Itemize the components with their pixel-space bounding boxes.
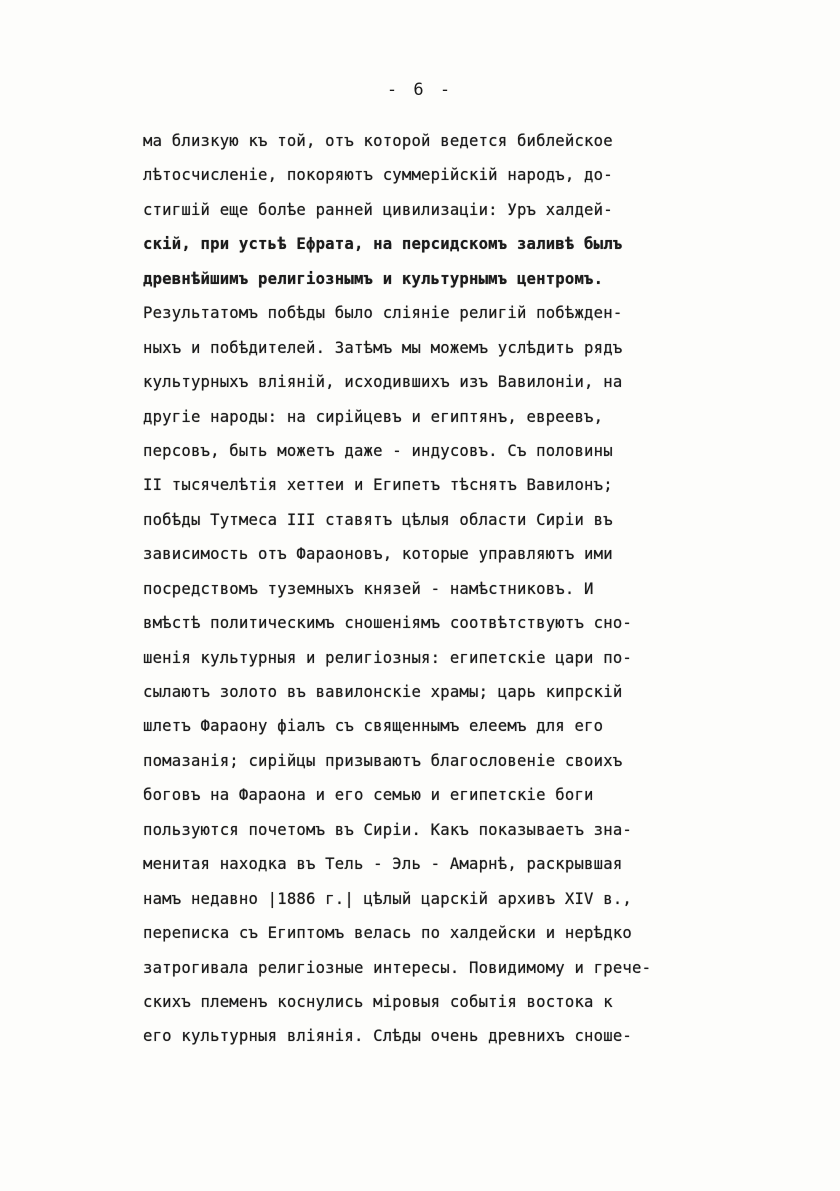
text-line: сылаютъ золото въ вавилонскіе храмы; царь кипрскій xyxy=(143,683,623,701)
text-line: культурныхъ вліяній, исходившихъ изъ Вавилоніи, на xyxy=(143,373,623,392)
text-line: шенія культурныя и религіозныя: египетскіе цари по- xyxy=(143,648,632,667)
text-line: намъ недавно |1886 г.| цѣлый царскій архивъ XIV в., xyxy=(143,889,632,908)
text-line: зависимость отъ Фараоновъ, которые управляютъ ими xyxy=(143,545,613,564)
text-line: пользуются почетомъ въ Сиріи. Какъ показываетъ зна- xyxy=(143,820,632,839)
text-line: другіе народы: на сирійцевъ и египтянъ, евреевъ, xyxy=(143,407,604,426)
text-line: помазанія; сирійцы призываютъ благословеніе своихъ xyxy=(143,751,623,770)
text-line: боговъ на Фараона и его семью и египетскіе боги xyxy=(143,786,594,805)
text-line: посредствомъ туземныхъ князей - намѣстниковъ. И xyxy=(143,579,594,598)
text-line: лѣтосчисленіе, покоряютъ суммерійскій народъ, до- xyxy=(143,166,613,185)
text-line: менитая находка въ Тель - Эль - Амарнѣ, раскрывшая xyxy=(143,855,623,874)
text-line: Результатомъ побѣды было сліяніе религій побѣжден- xyxy=(143,304,623,323)
text-line: ныхъ и побѣдителей. Затѣмъ мы можемъ услѣдить рядъ xyxy=(143,338,623,357)
text-line: стигшій еще болѣе ранней цивилизаціи: Уръ халдей- xyxy=(143,200,613,219)
text-line: ма близкую къ той, отъ которой ведется библейское xyxy=(143,132,613,150)
text-line: скихъ племенъ коснулись міровыя событія востока к xyxy=(143,992,613,1011)
text-line: затрогивала религіозные интересы. Повидимому и грече- xyxy=(143,958,652,977)
text-line: персовъ, быть можетъ даже - индусовъ. Съ половины xyxy=(143,441,613,460)
text-line: побѣды Тутмеса III ставятъ цѣлыя области Сиріи въ xyxy=(143,510,613,529)
text-line: скій, при устьѣ Ефрата, на персидскомъ заливѣ былъ xyxy=(143,235,623,254)
text-line: вмѣстѣ политическимъ сношеніямъ соотвѣтствуютъ сно- xyxy=(143,614,632,633)
page-number: - 6 - xyxy=(386,80,454,100)
body-text xyxy=(143,124,703,1054)
text-line: его культурныя вліянія. Слѣды очень древнихъ сноше- xyxy=(143,1027,632,1046)
text-line: древнѣйшимъ религіознымъ и культурнымъ центромъ. xyxy=(143,269,604,288)
text-line: II тысячелѣтія хеттеи и Египетъ тѣснятъ Вавилонъ; xyxy=(143,476,613,495)
text-line: шлетъ Фараону фіалъ съ священнымъ елеемъ для его xyxy=(143,717,604,736)
text-line: переписка съ Египтомъ велась по халдейски и нерѣдко xyxy=(143,924,632,943)
